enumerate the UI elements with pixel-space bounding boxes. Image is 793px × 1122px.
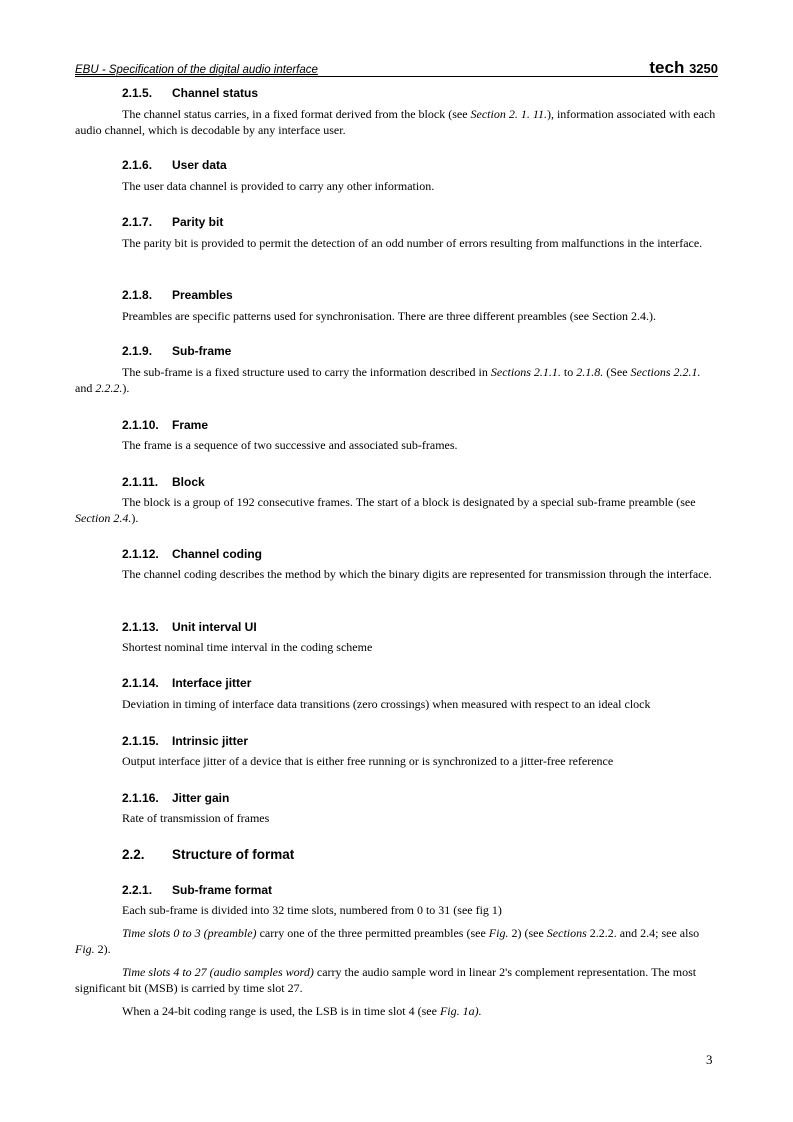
page-number: 3 xyxy=(706,1052,713,1067)
text-run: and xyxy=(75,381,96,395)
section-title: Intrinsic jitter xyxy=(172,734,249,748)
italic-reference: Sections 2.2.1. xyxy=(630,365,701,379)
text-run: The parity bit is provided to permit the detection of an odd number of errors resulting from malfunctions in the interface. xyxy=(122,236,703,250)
section-number: 2.1.6. xyxy=(122,158,153,172)
italic-reference: Time slots 0 to 3 (preamble) xyxy=(122,926,257,940)
paragraph xyxy=(122,437,717,453)
section-title: Jitter gain xyxy=(172,791,230,805)
italic-reference: Time slots 4 to 27 (audio samples word) xyxy=(122,965,314,979)
text-run: Each sub-frame is divided into 32 time slots, numbered from 0 to 31 (see fig 1) xyxy=(122,903,502,917)
text-run: carry one of the three permitted preambles (see xyxy=(256,926,489,940)
section-number: 2.1.13. xyxy=(122,620,159,634)
section-heading xyxy=(122,847,295,862)
section-title: Unit interval UI xyxy=(172,620,257,634)
section-title: Parity bit xyxy=(172,215,224,229)
paragraph xyxy=(75,566,717,582)
text-run: The block is a group of 192 consecutive frames. The start of a block is designated by a special sub-frame preamble (see xyxy=(122,495,696,509)
text-run: ), information associated with each audio channel, which is decodable by any interface user. xyxy=(75,107,716,137)
text-run: The channel coding describes the method by which the binary digits are represented for transmission through the interface. xyxy=(122,567,712,581)
italic-reference: Sections 2.1.1. xyxy=(490,365,561,379)
running-header xyxy=(75,58,718,77)
text-run: Preambles are specific patterns used for synchronisation. There are three different preambles (see Section 2.4.). xyxy=(122,309,657,323)
section-number: 2.1.11. xyxy=(122,475,159,489)
section-title: Interface jitter xyxy=(172,676,252,690)
section-heading xyxy=(122,288,233,302)
italic-reference: Fig. 1a). xyxy=(439,1004,482,1018)
header-tech-number: 3250 xyxy=(689,61,718,76)
italic-reference: Fig. xyxy=(75,942,95,956)
section-heading xyxy=(122,547,262,561)
section-heading xyxy=(122,676,252,690)
text-run: Rate of transmission of frames xyxy=(122,811,270,825)
section-title: Channel status xyxy=(172,86,259,100)
section-title: Structure of format xyxy=(172,847,295,862)
header-tech-label xyxy=(649,58,718,78)
paragraph xyxy=(122,810,717,826)
section-title: Sub-frame xyxy=(172,344,232,358)
text-run: ). xyxy=(122,381,130,395)
text-run: 2) (see xyxy=(508,926,547,940)
paragraph xyxy=(75,494,717,526)
paragraph xyxy=(122,753,717,769)
paragraph xyxy=(122,902,717,918)
text-run: carry the audio sample word in linear 2's complement representation. The most significant bit (MSB) is carried by time slot 27. xyxy=(75,965,697,995)
paragraph xyxy=(75,925,717,957)
section-heading xyxy=(122,418,209,432)
section-number: 2.1.10. xyxy=(122,418,159,432)
italic-reference: 2.1.8. xyxy=(576,365,604,379)
paragraph xyxy=(75,364,717,396)
text-run: Shortest nominal time interval in the coding scheme xyxy=(122,640,373,654)
text-run: ). xyxy=(131,511,139,525)
section-heading xyxy=(122,734,249,748)
section-number: 2.1.5. xyxy=(122,86,153,100)
section-heading xyxy=(122,215,224,229)
paragraph xyxy=(75,964,717,996)
section-number: 2.1.8. xyxy=(122,288,153,302)
section-title: Block xyxy=(172,475,205,489)
paragraph xyxy=(122,696,717,712)
text-run: The user data channel is provided to carry any other information. xyxy=(122,179,435,193)
section-heading xyxy=(122,791,230,805)
text-run: The sub-frame is a fixed structure used to carry the information described in xyxy=(122,365,491,379)
section-number: 2.1.14. xyxy=(122,676,159,690)
text-run: When a 24-bit coding range is used, the LSB is in time slot 4 (see xyxy=(122,1004,440,1018)
section-heading xyxy=(122,475,205,489)
section-number: 2.1.12. xyxy=(122,547,159,561)
section-heading xyxy=(122,620,257,634)
section-number: 2.1.7. xyxy=(122,215,153,229)
section-heading xyxy=(122,86,259,100)
section-number: 2.1.15. xyxy=(122,734,159,748)
text-run: to xyxy=(560,365,577,379)
section-title: Preambles xyxy=(172,288,233,302)
text-run: The frame is a sequence of two successive and associated sub-frames. xyxy=(122,438,458,452)
text-run: 2). xyxy=(94,942,111,956)
paragraph xyxy=(75,1003,717,1019)
italic-reference: Sections xyxy=(546,926,587,940)
paragraph xyxy=(75,106,717,138)
text-run: Deviation in timing of interface data transitions (zero crossings) when measured with respect to an ideal clock xyxy=(122,697,651,711)
section-heading xyxy=(122,344,232,358)
section-number: 2.2.1. xyxy=(122,883,153,897)
italic-reference: 2.2.2. xyxy=(95,381,123,395)
section-title: User data xyxy=(172,158,227,172)
text-run: Output interface jitter of a device that is either free running or is synchronized to a jitter-free reference xyxy=(122,754,614,768)
paragraph xyxy=(122,308,717,324)
header-title: EBU - Specification of the digital audio interface xyxy=(75,64,318,76)
italic-reference: Section 2. 1. 11. xyxy=(470,107,547,121)
section-number: 2.1.16. xyxy=(122,791,159,805)
italic-reference: Fig. xyxy=(488,926,509,940)
section-title: Frame xyxy=(172,418,209,432)
section-title: Sub-frame format xyxy=(172,883,273,897)
paragraph xyxy=(75,235,717,251)
text-run: The channel status carries, in a fixed format derived from the block (see xyxy=(122,107,471,121)
text-run: 2.2.2. and 2.4; see also xyxy=(586,926,700,940)
text-run: (See xyxy=(603,365,631,379)
section-number: 2.1.9. xyxy=(122,344,153,358)
paragraph xyxy=(122,639,717,655)
italic-reference: Section 2.4. xyxy=(75,511,132,525)
section-heading xyxy=(122,158,227,172)
section-title: Channel coding xyxy=(172,547,262,561)
header-tech: tech xyxy=(649,58,685,77)
section-number: 2.2. xyxy=(122,847,145,862)
section-heading xyxy=(122,883,273,897)
paragraph xyxy=(122,178,717,194)
